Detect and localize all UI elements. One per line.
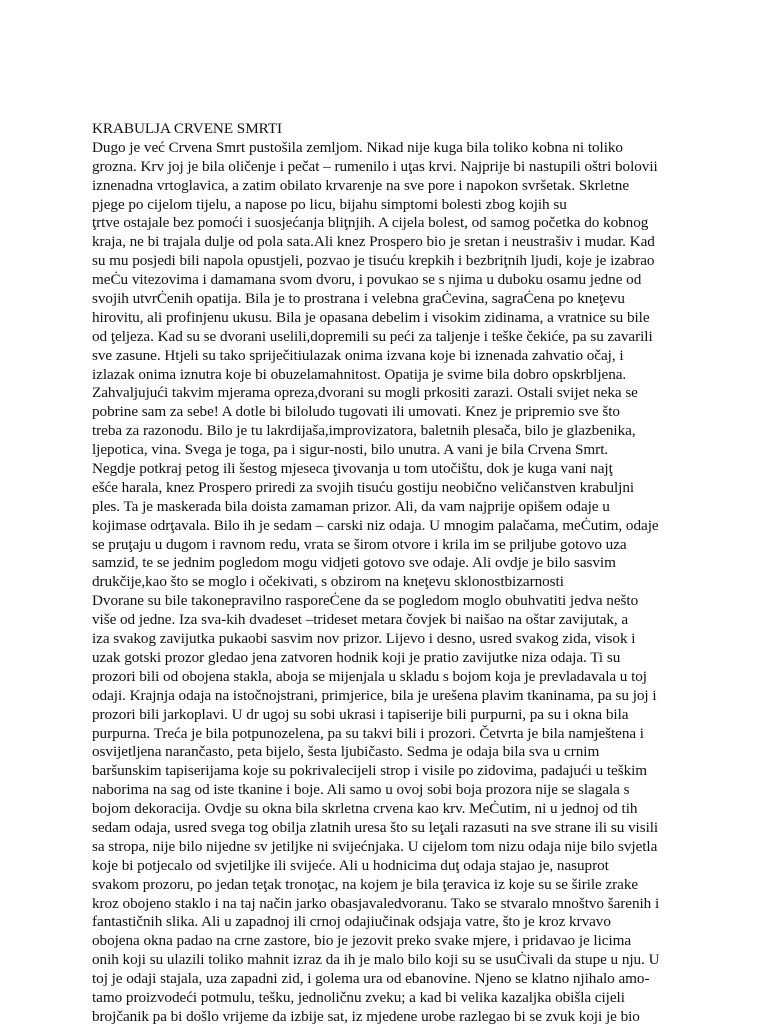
text-line: drukčije,kao što se moglo i očekivati, s obzirom na kneţevu sklonostbizarnosti [92,573,564,591]
text-line: odaji. Krajnja odaja na istočnojstrani, primjerice, bila je urešena plavim tkaninama, pa su joj i [92,686,657,704]
text-line: Dugo je već Crvena Smrt pustošila zemljom. Nikad nije kuga bila toliko kobna ni toliko [92,138,623,156]
text-line: fantastičnih slika. Ali u zapadnoj ili crnoj odajiučinak odsjaja vatre, što je kroz krvavo [92,913,611,931]
text-line: kroz obojeno staklo i na taj način jarko obasjavaledvoranu. Tako se stvaralo mnoštvo šarenih i [92,894,660,912]
text-line: onih koji su ulazili toliko mahnit izraz da ih je malo bilo koji su se usuĊivali da stupe u nju. U [92,951,660,969]
text-line: purpurna. Treća je bila potpunozelena, pa su takvi bili i prozori. Četvrta je bila namještena i [92,724,644,742]
text-line: svakom prozoru, po jedan teţak tronoţac, na kojem je bila ţeravica iz koje su se širile zrake [92,875,639,893]
text-line: od ţeljeza. Kad su se dvorani uselili,dopremili su peći za taljenje i teške čekiće, pa su zavarili [92,327,653,345]
text-line: brojčanik pa bi došlo vrijeme da izbije sat, iz mjedene urobe razlegao bi se zvuk koji je bio [92,1007,640,1025]
text-line: baršunskim tapiserijama koje su pokrivalecijeli strop i visile po zidovima, padajući u teškim [92,762,648,780]
text-line: Dvorane su bile takonepravilno rasporeĊene da se pogledom moglo obuhvatiti jedva nešto [92,592,639,610]
document-text [92,120,692,1027]
text-line: treba za razonodu. Bilo je tu lakrdijaša,improvizatora, baletnih plesača, bilo je glazbenika, [92,422,636,440]
text-line: ţrtve ostajale bez pomoći i suosjećanja bliţnjih. A cijela bolest, od samog početka do kobnog [92,214,649,232]
text-line: ples. Ta je maskerada bila doista zamaman prizor. Ali, da vam najprije opišem odaje u [92,497,610,515]
text-line: ljepotica, vina. Svega je toga, pa i sigur-nosti, bilo unutra. A vani je bila Crvena Smrt. [92,441,609,459]
page-title: KRABULJA CRVENE SMRTI [92,120,283,137]
text-line: su mu posjedi bili napola opustjeli, pozvao je tisuću krepkih i bezbriţnih ljudi, koje je izabrao [92,252,655,270]
text-line: iznenadna vrtoglavica, a zatim obilato krvarenje na sve pore i napokon svršetak. Skrletne [92,176,630,194]
text-line: Negdje potkraj petog ili šestog mjeseca ţivovanja u tom utočištu, dok je kuga vani najţ [92,460,613,478]
text-line: pjege po cijelom tijelu, a napose po licu, bijahu simptomi bolesti zbog kojih su [92,195,567,213]
text-line: Zahvaljujući takvim mjerama opreza,dvorani su mogli prkositi zarazi. Ostali svijet neka se [92,384,638,402]
text-line: pobrine sam za sebe! A dotle bi biloludo tugovati ili umovati. Knez je pripremio sve što [92,403,620,421]
text-line: osvijetljena narančasto, peta bijelo, šesta ljubičasto. Sedma je odaja bila sva u crnim [92,743,600,761]
text-line: sa stropa, nije bilo nijedne sv jetiljke ni svijećnjaka. U cijelom tom nizu odaja nije bilo svjetla [92,837,658,855]
text-line: prozori bili jarkoplavi. U dr ugoj su sobi ukrasi i tapiserije bili purpurni, pa su i okna bila [92,705,629,723]
text-line: se pruţaju u dugom i ravnom redu, vrata se širom otvore i krila im se priljube gotovo uza [92,535,627,553]
text-line: svojih utvrĊenih opatija. Bila je to prostrana i velebna graĊevina, sagraĊena po kneţevu [92,290,625,308]
text-line: naborima na sag od iste tkanine i boje. Ali samo u ovoj sobi boja prozora nije se slagala s [92,781,630,799]
text-line: tamo proizvodeći potmulu, tešku, jednoličnu zveku; a kad bi velika kazaljka obišla cijeli [92,988,625,1006]
text-line: samzid, te se jednim pogledom mogu vidjeti gotovo sve odaje. Ali ovdje je bilo sasvim [92,554,616,572]
text-line: hirovitu, ali profinjenu ukusu. Bila je opasana debelim i visokim zidinama, a vratnice su bile [92,308,650,326]
text-line: obojena okna padao na crne zastore, bio je jezovit preko svake mjere, i pridavao je licima [92,932,632,950]
text-line: izlazak onima iznutra koje bi obuzelamahnitost. Opatija je svime bila dobro opskrbljena. [92,365,627,383]
text-line: ešće harala, knez Prospero priredi za svojih tisuću gostiju neobično veličanstven krabuljni [92,478,635,496]
text-line: bojom dekoracija. Ovdje su okna bila skrletna crvena kao krv. MeĊutim, ni u jednoj od tih [92,800,638,818]
text-line: iza svakog zavijutka pukaobi sasvim nov prizor. Lijevo i desno, usred svakog zida, visok i [92,630,636,648]
text-line: više od jedne. Iza sva-kih dvadeset –trideset metara čovjek bi naišao na oštar zavijutak, a [92,611,629,629]
text-line: toj je odaji stajala, uza zapadni zid, i golema ura od ebanovine. Njeno se klatno njihalo amo- [92,970,650,988]
text-line: kojimase odrţavala. Bilo ih je sedam – carski niz odaja. U mnogim palačama, meĊutim, odaje [92,516,659,534]
text-line: grozna. Krv joj je bila oličenje i pečat – rumenilo i uţas krvi. Najprije bi nastupili oštri bolovii [92,157,658,175]
text-line: prozori bili od obojena stakla, aboja se mijenjala u skladu s bojom koja je prevladavala u toj [92,667,647,685]
text-line: kraja, ne bi trajala dulje od pola sata.Ali knez Prospero bio je sretan i neustrašiv i mudar. Kad [92,233,655,251]
text-line: sedam odaja, usred svega tog obilja zlatnih uresa što su leţali razasuti na sve strane ili su visili [92,818,659,836]
text-line: sve zasune. Htjeli su tako spriječitiulazak onima izvana koje bi iznenada zahvatio očaj, i [92,346,624,364]
text-line: uzak gotski prozor gledao jena zatvoren hodnik koji je pratio zavijutke niza odaja. Ti su [92,648,621,666]
body-text [92,139,692,1027]
text-line: meĊu vitezovima i damamana svom dvoru, i povukao se s njima u duboku osamu jedne od [92,271,642,289]
text-line: koje bi potjecalo od svjetiljke ili svijeće. Ali u hodnicima duţ odaja stajao je, nasuprot [92,856,609,874]
